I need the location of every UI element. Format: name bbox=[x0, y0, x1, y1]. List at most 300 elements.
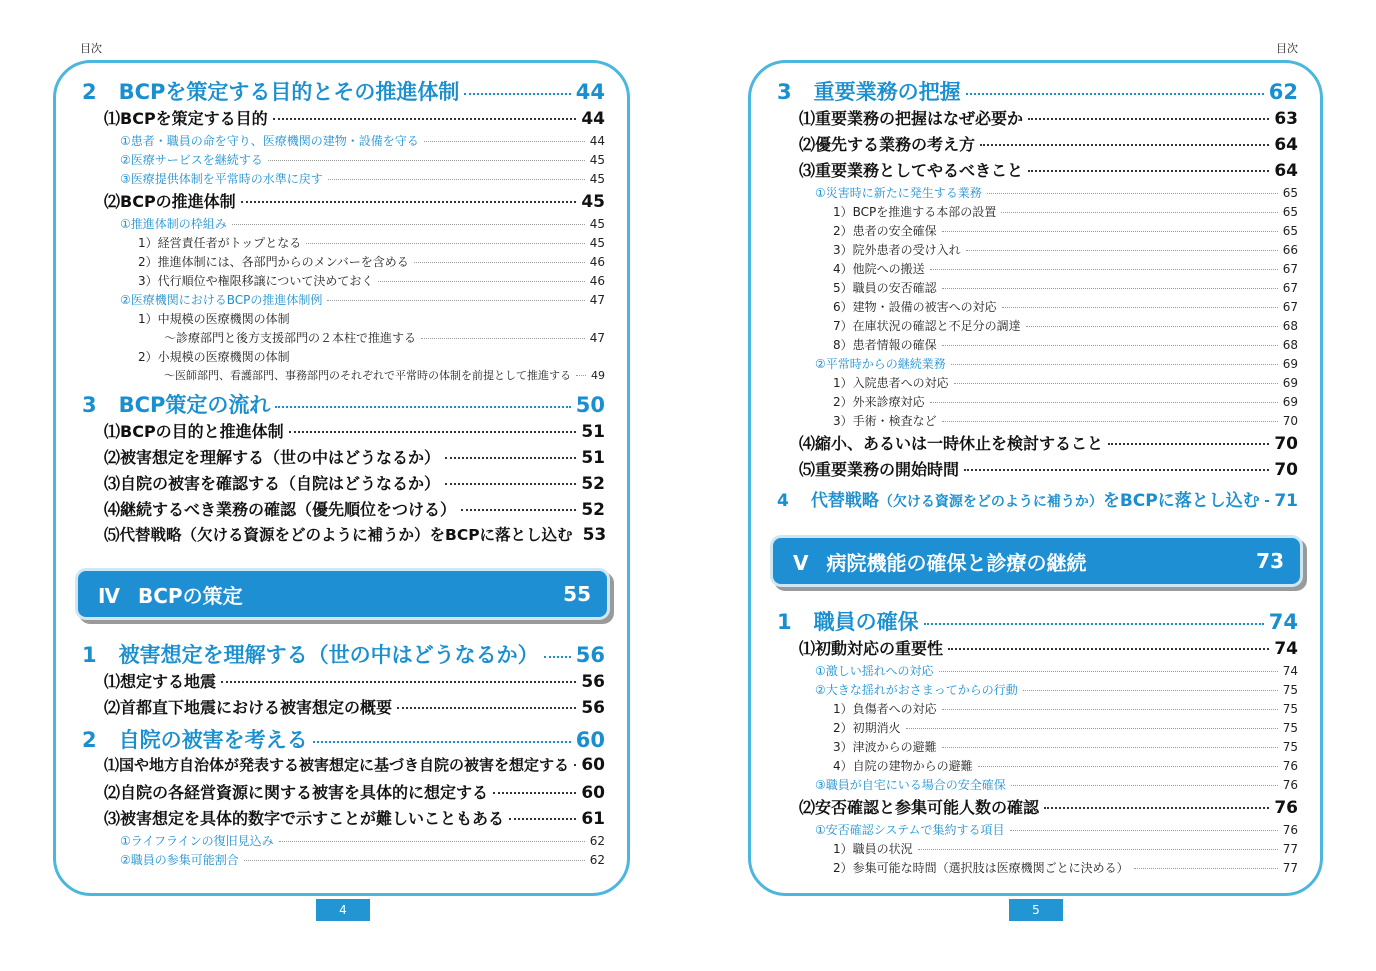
subsection-entry[interactable] bbox=[777, 132, 1298, 158]
chapter-title-text: BCPの策定 bbox=[137, 583, 243, 608]
entry-page: 69 bbox=[1282, 376, 1298, 390]
entry-title bbox=[815, 776, 1006, 793]
entry-title bbox=[799, 431, 1103, 454]
dot-leader bbox=[942, 288, 1278, 289]
entry-page: 64 bbox=[1274, 135, 1298, 155]
section-number: 1 bbox=[777, 610, 792, 634]
dot-leader bbox=[424, 141, 585, 142]
subsection-entry[interactable] bbox=[82, 189, 605, 215]
entry-page: 70 bbox=[1274, 434, 1298, 454]
entry-title-text: ①推進体制の枠組み bbox=[120, 217, 227, 231]
entry-title-text: ②医療機関におけるBCPの推進体制例 bbox=[120, 293, 323, 307]
entry-title-text: 職員の確保 bbox=[813, 610, 919, 634]
dot-leader bbox=[942, 747, 1278, 748]
entry-title-text: ⑴BCPを策定する目的 bbox=[104, 109, 268, 128]
chapter-title-text: 病院機能の確保と診療の継続 bbox=[826, 550, 1087, 575]
entry-title bbox=[104, 780, 488, 803]
entry-title bbox=[138, 253, 409, 270]
entry-title bbox=[120, 151, 263, 168]
entry-page: 53 bbox=[582, 525, 607, 545]
section-entry[interactable] bbox=[82, 724, 605, 754]
subsection-entry[interactable] bbox=[777, 636, 1298, 662]
entry-title-text: 1）中規模の医療機関の体制 bbox=[138, 312, 290, 326]
entry-title bbox=[833, 336, 937, 353]
entry-title-text: ③職員が自宅にいる場合の安全確保 bbox=[815, 778, 1006, 792]
entry-page: 44 bbox=[589, 134, 605, 148]
entry-page: 62 bbox=[589, 853, 605, 867]
subsection-entry[interactable] bbox=[82, 806, 605, 832]
entry-page: 60 bbox=[581, 755, 605, 775]
entry-title bbox=[104, 471, 440, 494]
leaf-entry[interactable] bbox=[777, 336, 1298, 355]
dot-leader bbox=[279, 841, 585, 842]
entry-title bbox=[833, 317, 1021, 334]
entry-title-text: ②職員の参集可能割合 bbox=[120, 853, 239, 867]
subsection-entry[interactable] bbox=[777, 158, 1298, 184]
item-entry[interactable] bbox=[777, 821, 1298, 840]
dot-leader bbox=[1028, 118, 1269, 120]
entry-title-text: ①災害時に新たに発生する業務 bbox=[815, 186, 982, 200]
entry-title-text: ⑵BCPの推進体制 bbox=[104, 192, 236, 211]
subsection-entry[interactable] bbox=[777, 795, 1298, 821]
leaf-entry[interactable] bbox=[82, 253, 605, 272]
dot-leader bbox=[942, 231, 1278, 232]
subsection-entry[interactable] bbox=[82, 445, 605, 471]
entry-page: 65 bbox=[1282, 224, 1298, 238]
entry-title-text: ⑷縮小、あるいは一時休止を検討すること bbox=[799, 434, 1104, 453]
section-number: 3 bbox=[777, 80, 792, 104]
dot-leader bbox=[966, 93, 1264, 95]
leaf-entry[interactable] bbox=[777, 203, 1298, 222]
dot-leader bbox=[980, 144, 1269, 146]
entry-page: 62 bbox=[1268, 80, 1298, 104]
leaf-entry[interactable] bbox=[777, 738, 1298, 757]
entry-title-text: 〜医師部門、看護部門、事務部門のそれぞれで平常時の体制を前提として推進する bbox=[164, 369, 571, 382]
dot-leader bbox=[493, 792, 576, 794]
chapter-heading[interactable] bbox=[773, 538, 1300, 584]
item-entry[interactable] bbox=[777, 355, 1298, 374]
entry-title bbox=[833, 393, 925, 410]
entry-title-text: ⑵優先する業務の考え方 bbox=[799, 135, 976, 154]
entry-page: 65 bbox=[1282, 205, 1298, 219]
dot-leader bbox=[954, 383, 1278, 384]
entry-page: 75 bbox=[1282, 721, 1298, 735]
dot-leader bbox=[378, 281, 584, 282]
entry-title bbox=[833, 260, 925, 277]
entry-title-text: ①ライフラインの復旧見込み bbox=[120, 834, 274, 848]
entry-title bbox=[833, 412, 937, 429]
entry-title-text: ⑴想定する地震 bbox=[104, 672, 217, 691]
leaf-entry[interactable] bbox=[777, 757, 1298, 776]
dot-leader bbox=[1002, 307, 1278, 308]
dot-leader bbox=[414, 262, 585, 263]
section-entry[interactable] bbox=[777, 486, 1298, 516]
entry-title-text: ②医療サービスを継続する bbox=[120, 153, 263, 167]
entry-page: 66 bbox=[1282, 243, 1298, 257]
item-entry[interactable] bbox=[82, 151, 605, 170]
entry-page: 77 bbox=[1282, 842, 1298, 856]
entry-page: 69 bbox=[1282, 357, 1298, 371]
entry-title-text: 4）他院への搬送 bbox=[833, 262, 925, 276]
dot-leader bbox=[421, 338, 585, 339]
item-entry[interactable] bbox=[82, 170, 605, 189]
entry-page: 75 bbox=[1282, 683, 1298, 697]
entry-title bbox=[82, 639, 539, 669]
entry-title bbox=[82, 76, 459, 106]
dot-leader bbox=[978, 766, 1278, 767]
item-entry[interactable] bbox=[82, 291, 605, 310]
dot-leader bbox=[939, 671, 1278, 672]
entry-title bbox=[833, 298, 997, 315]
entry-page: 60 bbox=[575, 728, 605, 752]
leaf-entry[interactable] bbox=[777, 719, 1298, 738]
dot-leader bbox=[1011, 785, 1278, 786]
entry-page: 64 bbox=[1274, 161, 1298, 181]
entry-title bbox=[104, 189, 236, 212]
entry-page: 56 bbox=[581, 698, 605, 718]
dot-leader bbox=[464, 93, 570, 95]
chapter-page: 73 bbox=[1256, 549, 1284, 573]
entry-title-text: 被害想定を理解する（世の中はどうなるか） bbox=[118, 643, 539, 667]
dot-leader bbox=[1010, 830, 1278, 831]
section-number: 3 bbox=[82, 393, 97, 417]
entry-title-text: ⑵首都直下地震における被害想定の概要 bbox=[104, 698, 393, 717]
dot-leader bbox=[289, 431, 577, 433]
dot-leader bbox=[966, 250, 1278, 251]
entry-title bbox=[777, 606, 919, 636]
entry-title-text: 2）推進体制には、各部門からのメンバーを含める bbox=[138, 255, 409, 269]
subsection-entry[interactable] bbox=[82, 695, 605, 721]
entry-page: 74 bbox=[1282, 664, 1298, 678]
left-toc-list bbox=[82, 73, 605, 870]
entry-title bbox=[120, 851, 239, 868]
leaf-entry[interactable] bbox=[777, 393, 1298, 412]
section-number: 2 bbox=[82, 80, 97, 104]
dot-leader bbox=[1108, 443, 1269, 445]
entry-title-text: BCPを策定する目的とその推進体制 bbox=[118, 80, 460, 104]
entry-title-text: ②大きな揺れがおさまってからの行動 bbox=[815, 683, 1018, 697]
dot-leader bbox=[951, 364, 1278, 365]
entry-title bbox=[120, 215, 227, 232]
subsection-entry[interactable] bbox=[777, 106, 1298, 132]
entry-title bbox=[120, 291, 322, 308]
right-page-frame bbox=[748, 60, 1323, 896]
entry-page: 45 bbox=[589, 236, 605, 250]
leaf-heading-entry[interactable] bbox=[82, 348, 605, 367]
entry-title bbox=[833, 203, 996, 220]
leaf-continuation-entry[interactable] bbox=[82, 367, 605, 386]
item-entry[interactable] bbox=[777, 662, 1298, 681]
entry-title bbox=[799, 158, 1023, 181]
subsection-entry[interactable] bbox=[82, 471, 605, 497]
dot-leader bbox=[574, 764, 576, 766]
entry-title bbox=[104, 523, 573, 545]
subsection-entry[interactable] bbox=[82, 754, 605, 780]
subsection-entry[interactable] bbox=[82, 497, 605, 523]
dot-leader bbox=[461, 509, 576, 511]
leaf-heading-entry[interactable] bbox=[82, 310, 605, 329]
entry-title-text: 4）自院の建物からの避難 bbox=[833, 759, 973, 773]
entry-title-text: 2）外来診療対応 bbox=[833, 395, 925, 409]
entry-page: 50 bbox=[575, 393, 605, 417]
entry-page: 47 bbox=[589, 293, 605, 307]
entry-title bbox=[815, 662, 934, 679]
entry-page: 76 bbox=[1274, 798, 1298, 818]
entry-title bbox=[799, 106, 1023, 129]
entry-title bbox=[833, 859, 1129, 876]
entry-title bbox=[833, 738, 937, 755]
entry-page: 44 bbox=[575, 80, 605, 104]
dot-leader bbox=[397, 707, 576, 709]
entry-title bbox=[138, 272, 373, 289]
item-entry[interactable] bbox=[777, 184, 1298, 203]
entry-page: 51 bbox=[581, 448, 605, 468]
dot-leader bbox=[221, 681, 576, 683]
dot-leader bbox=[906, 728, 1278, 729]
section-entry[interactable] bbox=[777, 606, 1298, 636]
section-entry[interactable] bbox=[82, 389, 605, 419]
chapter-heading[interactable] bbox=[78, 571, 607, 617]
dot-leader bbox=[930, 402, 1278, 403]
entry-title-text: 2）患者の安全確保 bbox=[833, 224, 937, 238]
entry-title bbox=[833, 700, 937, 717]
entry-page: 77 bbox=[1282, 861, 1298, 875]
entry-title-text: ③医療提供体制を平常時の水準に戻す bbox=[120, 172, 323, 186]
entry-title bbox=[815, 355, 946, 372]
dot-leader bbox=[942, 709, 1278, 710]
subsection-entry[interactable] bbox=[777, 457, 1298, 483]
entry-title bbox=[82, 389, 270, 419]
entry-title-text: 1）負傷者への対応 bbox=[833, 702, 937, 716]
entry-title-text: 6）建物・設備の被害への対応 bbox=[833, 300, 997, 314]
entry-page: 76 bbox=[1282, 759, 1298, 773]
entry-title bbox=[164, 367, 571, 383]
leaf-entry[interactable] bbox=[777, 222, 1298, 241]
subsection-entry[interactable] bbox=[82, 419, 605, 445]
entry-title-text: ⑴初動対応の重要性 bbox=[799, 639, 944, 658]
entry-title-text: 3）津波からの避難 bbox=[833, 740, 937, 754]
chapter-page: 55 bbox=[563, 582, 591, 606]
entry-page: 75 bbox=[1282, 702, 1298, 716]
leaf-entry[interactable] bbox=[777, 412, 1298, 431]
dot-leader bbox=[1028, 170, 1269, 172]
entry-page: 67 bbox=[1282, 262, 1298, 276]
chapter-title bbox=[793, 547, 1086, 576]
entry-title bbox=[815, 184, 982, 201]
dot-leader bbox=[918, 849, 1278, 850]
entry-title-text: ①患者・職員の命を守り、医療機関の建物・設備を守る bbox=[120, 134, 419, 148]
entry-page: 45 bbox=[589, 153, 605, 167]
entry-title-tail: をBCPに落とし込む bbox=[1102, 491, 1260, 511]
subsection-entry[interactable] bbox=[777, 431, 1298, 457]
entry-title bbox=[833, 222, 937, 239]
entry-title-text: ⑷継続するべき業務の確認（優先順位をつける） bbox=[104, 500, 457, 519]
leaf-entry[interactable] bbox=[82, 234, 605, 253]
leaf-entry[interactable] bbox=[777, 279, 1298, 298]
left-page-number: 4 bbox=[316, 899, 370, 921]
leaf-entry[interactable] bbox=[777, 241, 1298, 260]
entry-page: 76 bbox=[1282, 778, 1298, 792]
dot-leader bbox=[1026, 326, 1278, 327]
dot-leader bbox=[244, 860, 585, 861]
dot-leader bbox=[306, 243, 584, 244]
section-entry[interactable] bbox=[777, 76, 1298, 106]
subsection-entry[interactable] bbox=[82, 780, 605, 806]
leaf-entry[interactable] bbox=[777, 298, 1298, 317]
entry-title bbox=[833, 241, 961, 258]
entry-page: 49 bbox=[591, 369, 605, 382]
entry-page: 44 bbox=[581, 109, 605, 129]
section-number: 4 bbox=[777, 491, 789, 511]
entry-title bbox=[138, 310, 290, 327]
entry-title bbox=[833, 840, 913, 857]
entry-title-text: ⑶重要業務としてやるべきこと bbox=[799, 161, 1024, 180]
entry-page: 74 bbox=[1268, 610, 1298, 634]
entry-title-text: ①安否確認システムで集約する項目 bbox=[815, 823, 1005, 837]
entry-page: 52 bbox=[581, 474, 605, 494]
item-entry[interactable] bbox=[777, 776, 1298, 795]
entry-page: 70 bbox=[1282, 414, 1298, 428]
leaf-entry[interactable] bbox=[777, 700, 1298, 719]
leaf-entry[interactable] bbox=[777, 317, 1298, 336]
entry-title bbox=[815, 821, 1005, 838]
entry-title-text: 1）職員の状況 bbox=[833, 842, 913, 856]
entry-title-text: 〜診療部門と後方支援部門の２本柱で推進する bbox=[164, 331, 417, 345]
entry-title bbox=[799, 636, 943, 659]
entry-page: 45 bbox=[589, 217, 605, 231]
entry-title bbox=[777, 486, 1260, 511]
dot-leader bbox=[930, 269, 1278, 270]
section-entry[interactable] bbox=[82, 76, 605, 106]
subsection-entry[interactable] bbox=[82, 106, 605, 132]
leaf-entry[interactable] bbox=[777, 859, 1298, 878]
section-number: 2 bbox=[82, 728, 97, 752]
dot-leader bbox=[328, 179, 585, 180]
entry-title-text: 1）BCPを推進する本部の設置 bbox=[833, 205, 997, 219]
entry-page: 61 bbox=[581, 809, 605, 829]
entry-title bbox=[104, 806, 504, 829]
entry-title-text: ⑸重要業務の開始時間 bbox=[799, 460, 960, 479]
entry-title bbox=[120, 170, 323, 187]
entry-title bbox=[104, 445, 440, 468]
section-entry[interactable] bbox=[82, 639, 605, 669]
item-entry[interactable] bbox=[82, 832, 605, 851]
entry-title-text: ⑶自院の被害を確認する（自院はどうなるか） bbox=[104, 474, 441, 493]
entry-title bbox=[104, 106, 268, 129]
entry-title bbox=[833, 279, 937, 296]
dot-leader bbox=[1044, 807, 1269, 809]
entry-page: 68 bbox=[1282, 338, 1298, 352]
leaf-entry[interactable] bbox=[777, 260, 1298, 279]
chapter-numeral: Ⅴ bbox=[793, 550, 809, 575]
entry-title bbox=[815, 681, 1018, 698]
entry-title bbox=[104, 419, 284, 442]
entry-title bbox=[104, 497, 456, 520]
entry-title-text: 3）代行順位や権限移譲について決めておく bbox=[138, 274, 374, 288]
entry-page: 74 bbox=[1274, 639, 1298, 659]
dot-leader bbox=[509, 818, 576, 820]
entry-page: 75 bbox=[1282, 740, 1298, 754]
subsection-entry[interactable] bbox=[82, 523, 605, 549]
dot-leader bbox=[942, 345, 1278, 346]
entry-title-text: ②平常時からの継続業務 bbox=[815, 357, 946, 371]
dot-leader bbox=[273, 118, 577, 120]
item-entry[interactable] bbox=[82, 215, 605, 234]
chapter-numeral: Ⅳ bbox=[98, 583, 120, 608]
entry-title-text: 2）小規模の医療機関の体制 bbox=[138, 350, 290, 364]
dot-leader bbox=[241, 201, 577, 203]
dot-leader bbox=[232, 224, 585, 225]
entry-title bbox=[104, 669, 216, 692]
dot-leader bbox=[275, 406, 570, 408]
leaf-entry[interactable] bbox=[777, 374, 1298, 393]
entry-title-text: BCP策定の流れ bbox=[118, 393, 271, 417]
chapter-title bbox=[98, 580, 243, 609]
right-toc-list bbox=[777, 73, 1298, 878]
entry-page: 71 bbox=[1274, 491, 1298, 511]
subsection-entry[interactable] bbox=[82, 669, 605, 695]
entry-page: 67 bbox=[1282, 300, 1298, 314]
entry-title bbox=[138, 234, 301, 251]
dot-leader bbox=[1134, 868, 1278, 869]
entry-title-text: 2）参集可能な時間（選択肢は医療機関ごとに決める） bbox=[833, 861, 1129, 875]
entry-page: 45 bbox=[589, 172, 605, 186]
dot-leader bbox=[327, 300, 584, 301]
entry-page: 56 bbox=[575, 643, 605, 667]
item-entry[interactable] bbox=[82, 851, 605, 870]
leaf-entry[interactable] bbox=[82, 272, 605, 291]
entry-title-text: ⑵被害想定を理解する（世の中はどうなるか） bbox=[104, 448, 441, 467]
entry-title-text: 3）手術・検査など bbox=[833, 414, 937, 428]
entry-title bbox=[833, 374, 949, 391]
dot-leader bbox=[576, 375, 586, 376]
dot-leader bbox=[1001, 212, 1277, 213]
section-number: 1 bbox=[82, 643, 97, 667]
dot-leader bbox=[313, 741, 571, 743]
entry-title-text: 1）入院患者への対応 bbox=[833, 376, 949, 390]
entry-page: 68 bbox=[1282, 319, 1298, 333]
entry-page: 63 bbox=[1274, 109, 1298, 129]
dot-leader bbox=[445, 457, 576, 459]
left-running-head: 目次 bbox=[80, 42, 102, 55]
entry-page: 69 bbox=[1282, 395, 1298, 409]
leaf-continuation-entry[interactable] bbox=[82, 329, 605, 348]
entry-title-text: ⑵安否確認と参集可能人数の確認 bbox=[799, 798, 1040, 817]
dot-leader bbox=[445, 483, 576, 485]
entry-page: 62 bbox=[589, 834, 605, 848]
entry-title-text: 8）患者情報の確保 bbox=[833, 338, 937, 352]
leaf-entry[interactable] bbox=[777, 840, 1298, 859]
dot-leader bbox=[268, 160, 585, 161]
item-entry[interactable] bbox=[777, 681, 1298, 700]
entry-page: 45 bbox=[581, 192, 605, 212]
entry-title bbox=[799, 457, 959, 480]
entry-page: 56 bbox=[581, 672, 605, 692]
dot-leader bbox=[942, 421, 1278, 422]
right-page-number: 5 bbox=[1009, 899, 1063, 921]
dot-leader bbox=[964, 469, 1269, 471]
entry-page: 47 bbox=[589, 331, 605, 345]
entry-title bbox=[120, 132, 419, 149]
entry-title-text: ①激しい揺れへの対応 bbox=[815, 664, 934, 678]
item-entry[interactable] bbox=[82, 132, 605, 151]
entry-title bbox=[833, 719, 901, 736]
dot-leader bbox=[948, 648, 1269, 650]
entry-title bbox=[777, 76, 961, 106]
entry-title bbox=[138, 348, 290, 365]
entry-page: 67 bbox=[1282, 281, 1298, 295]
entry-title-text: 重要業務の把握 bbox=[813, 80, 961, 104]
